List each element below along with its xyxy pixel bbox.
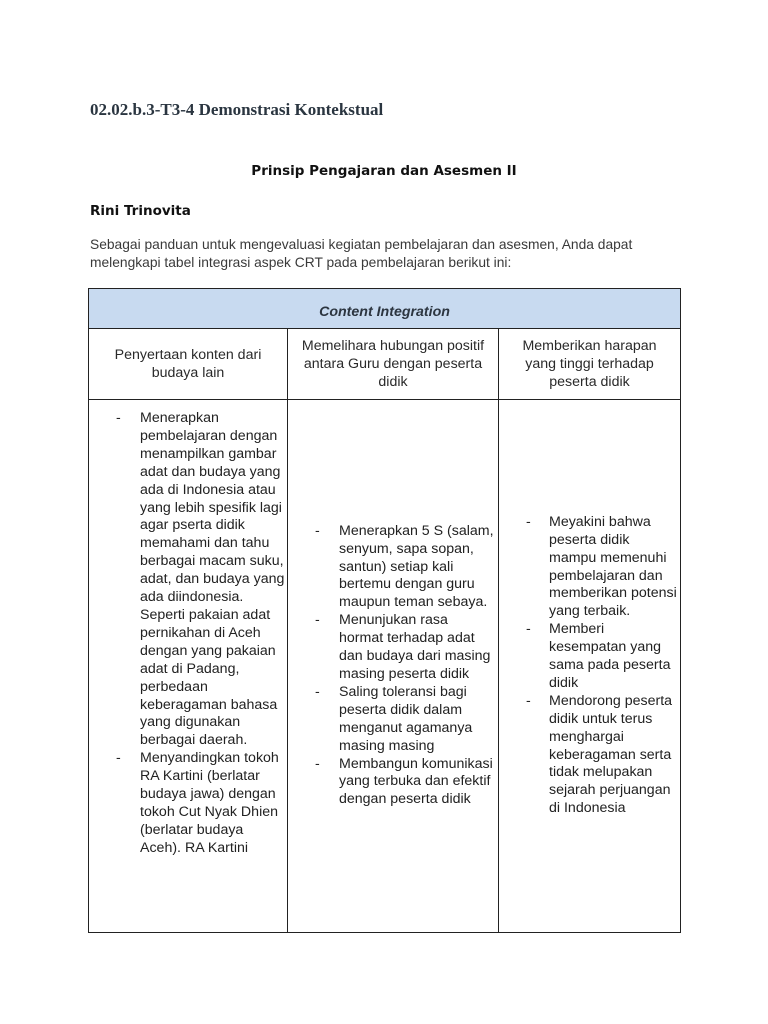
list-item	[288, 684, 498, 756]
author-name: Rini Trinovita	[90, 203, 191, 219]
bullet-dash: -	[116, 750, 121, 767]
list-item-text: Menerapkan pembelajaran dengan menampilkan gambar adat dan budaya yang ada di Indonesia atau yang lebih spesifik lagi agar pserta didik memahami dan tahu berbagai macam suku, adat, dan budaya yang ada diindonesia. Seperti pakaian adat pernikahan di Aceh dengan yang pakaian adat di Padang, perbedaan keberagaman bahasa yang digunakan berbagai daerah.	[140, 410, 285, 749]
intro-paragraph	[90, 236, 690, 272]
bullet-dash: -	[526, 513, 531, 530]
list-item-text: Mendorong peserta didik untuk terus menghargai keberagaman serta tidak melupakan sejarah perjuangan di Indonesia	[549, 692, 673, 817]
crt-integration-table	[88, 288, 681, 933]
list-teacher-relationship	[288, 523, 498, 810]
list-cultural-content	[89, 400, 287, 858]
list-item	[89, 410, 287, 750]
bullet-dash: -	[116, 410, 121, 426]
list-high-expectations	[499, 514, 680, 818]
list-item-text: Saling toleransi bagi peserta didik dalam menganut agamanya masing masing	[339, 683, 473, 754]
intro-line-1: Sebagai panduan untuk mengevaluasi kegiatan pembelajaran dan asesmen, Anda dapat	[90, 237, 633, 252]
intro-line-2: melengkapi tabel integrasi aspek CRT pada pembelajaran berikut ini:	[90, 255, 512, 270]
cell-high-expectations	[499, 400, 681, 933]
bullet-dash: -	[315, 612, 320, 629]
column-header-high-expectations: Memberikan harapan yang tinggi terhadap peserta didik	[499, 329, 681, 400]
cell-cultural-content	[89, 400, 288, 933]
column-header-teacher-relationship: Memelihara hubungan positif antara Guru dengan peserta didik	[288, 329, 499, 400]
list-item-text: Menunjukan rasa hormat terhadap adat dan budaya dari masing masing peserta didik	[339, 612, 491, 682]
document-title: Prinsip Pengajaran dan Asesmen II	[251, 163, 517, 179]
list-item	[288, 523, 498, 613]
document-code-title: 02.02.b.3-T3-4 Demonstrasi Kontekstual	[90, 100, 384, 119]
bullet-dash: -	[315, 755, 320, 772]
list-item-text: Menyandingkan tokoh RA Kartini (berlatar budaya jawa) dengan tokoh Cut Nyak Dhien (berlatar budaya Aceh). RA Kartini	[140, 750, 279, 856]
list-item	[288, 612, 498, 684]
bullet-dash: -	[526, 621, 531, 638]
list-item-text: Memberi kesempatan yang sama pada peserta didik	[549, 621, 671, 691]
list-item-text: Menerapkan 5 S (salam, senyum, sapa sopan, santun) setiap kali bertemu dengan guru maupun teman sebaya.	[339, 522, 494, 611]
bullet-dash: -	[315, 683, 320, 700]
list-item	[89, 750, 287, 857]
list-item	[499, 621, 680, 693]
list-item	[499, 514, 680, 621]
list-item-text: Membangun komunikasi yang terbuka dan efektif dengan peserta didik	[339, 755, 493, 808]
column-header-cultural-content: Penyertaan konten dari budaya lain	[89, 329, 288, 400]
list-item	[499, 693, 680, 818]
list-item-text: Meyakini bahwa peserta didik mampu memenuhi pembelajaran dan memberikan potensi yang terbaik.	[549, 513, 677, 620]
cell-teacher-relationship	[288, 400, 499, 933]
bullet-dash: -	[315, 522, 320, 539]
list-item	[288, 756, 498, 810]
bullet-dash: -	[526, 692, 531, 709]
table-heading: Content Integration	[89, 289, 681, 329]
